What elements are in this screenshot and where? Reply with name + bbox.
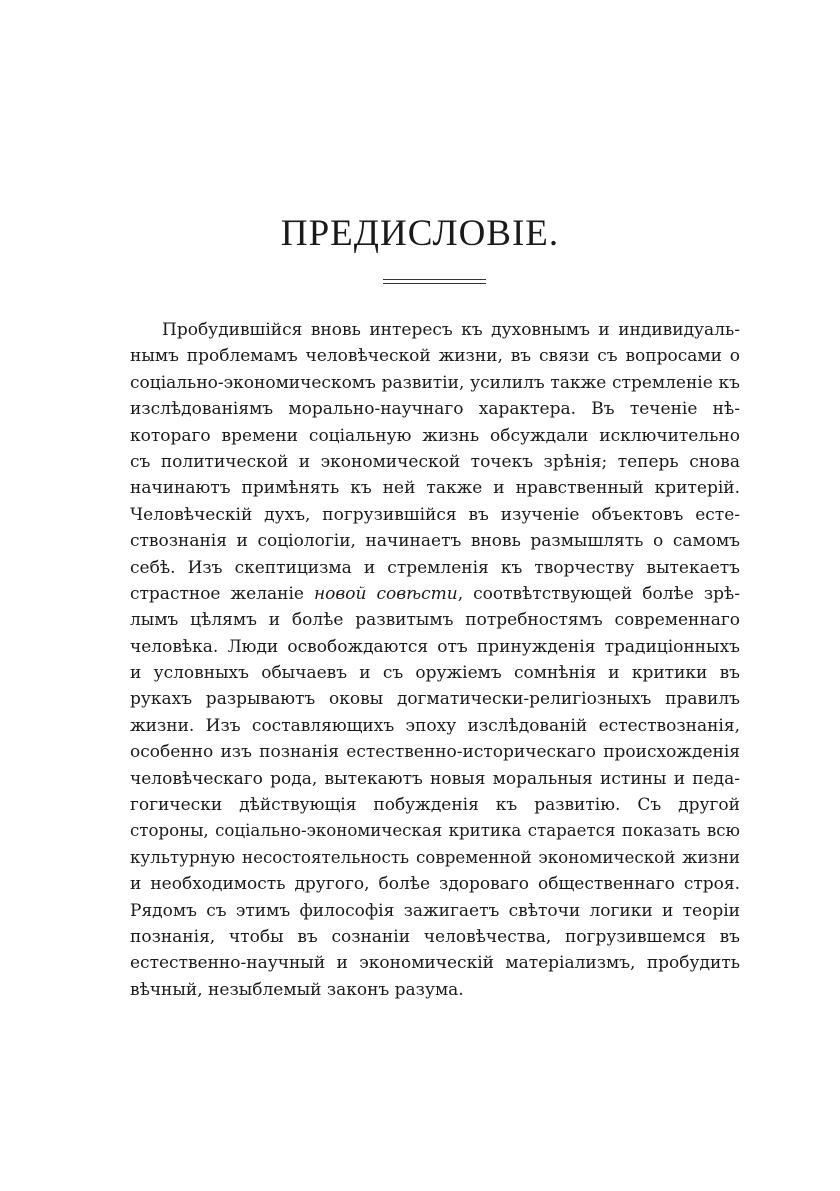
text-line: человѣка. Люди освобождаются отъ принужденія традиціонныхъ <box>130 636 740 657</box>
text-line: котораго времени соціальную жизнь обсуждали исключительно <box>130 425 740 446</box>
text-segment: страстное желаніе <box>130 583 314 604</box>
text-line: естественно-научный и экономическій матеріализмъ, пробудить <box>130 953 740 974</box>
rule-line-lower <box>383 283 486 284</box>
text-line: культурную несостоятельность современной экономической жизни <box>130 847 740 867</box>
text-segment: , соотвѣтствующей болѣе зрѣ- <box>457 583 741 604</box>
text-line: Пробудившійся вновь интересъ къ духовнымъ и индивидуаль- <box>162 320 740 340</box>
text-line: ствознанія и соціологіи, начинаетъ вновь размышлять о самомъ <box>130 531 740 552</box>
text-line: Рядомъ съ этимъ философія зажигаетъ свѣточи логики и теоріи <box>130 900 740 921</box>
text-line: рукахъ разрываютъ оковы догматически-религіозныхъ правилъ <box>130 689 740 710</box>
text-line: и условныхъ обычаевъ и съ оружіемъ сомнѣнія и критики въ <box>130 663 740 684</box>
text-line: вѣчный, незыблемый законъ разума. <box>130 979 464 1000</box>
text-line: жизни. Изъ составляющихъ эпоху изслѣдованій естествознанія, <box>130 715 740 736</box>
text-line: Человѣческій духъ, погрузившійся въ изученіе объектовъ есте- <box>130 504 740 525</box>
text-line: особенно изъ познанія естественно-историческаго происхожденія <box>130 742 740 763</box>
text-line: лымъ цѣлямъ и болѣе развитымъ потребностямъ современнаго <box>130 610 740 631</box>
page-title: ПРЕДИСЛОВІЕ. <box>280 213 560 254</box>
title-ornament-rule <box>383 276 486 286</box>
text-line: соціально-экономическомъ развитіи, усилилъ также стремленіе къ <box>130 372 740 393</box>
rule-line-upper <box>383 279 486 280</box>
text-line: себѣ. Изъ скептицизма и стремленія къ творчеству вытекаетъ <box>130 557 740 578</box>
text-line: съ политической и экономической точекъ зрѣнія; теперь снова <box>130 451 740 472</box>
preface-paragraph <box>130 317 740 1003</box>
text-line: и необходимость другого, болѣе здороваго общественнаго строя. <box>130 874 740 895</box>
text-line: стороны, соціально-экономическая критика старается показать всю <box>130 821 740 841</box>
text-line: человѣческаго рода, вытекаютъ новыя моральныя истины и педа- <box>130 768 740 789</box>
text-line: гогически дѣйствующія побужденія къ развитію. Съ другой <box>130 795 740 816</box>
italic-emphasis: новой совѣсти <box>313 583 458 604</box>
text-line: нымъ проблемамъ человѣческой жизни, въ связи съ вопросами о <box>130 346 740 367</box>
text-line: изслѣдованіямъ морально-научнаго характера. Въ теченіе нѣ- <box>130 399 740 420</box>
text-line: начинаютъ примѣнять къ ней также и нравственный критерій. <box>130 478 740 499</box>
text-line <box>130 581 740 607</box>
text-line: познанія, чтобы въ сознаніи человѣчества, погрузившемся въ <box>130 926 740 947</box>
